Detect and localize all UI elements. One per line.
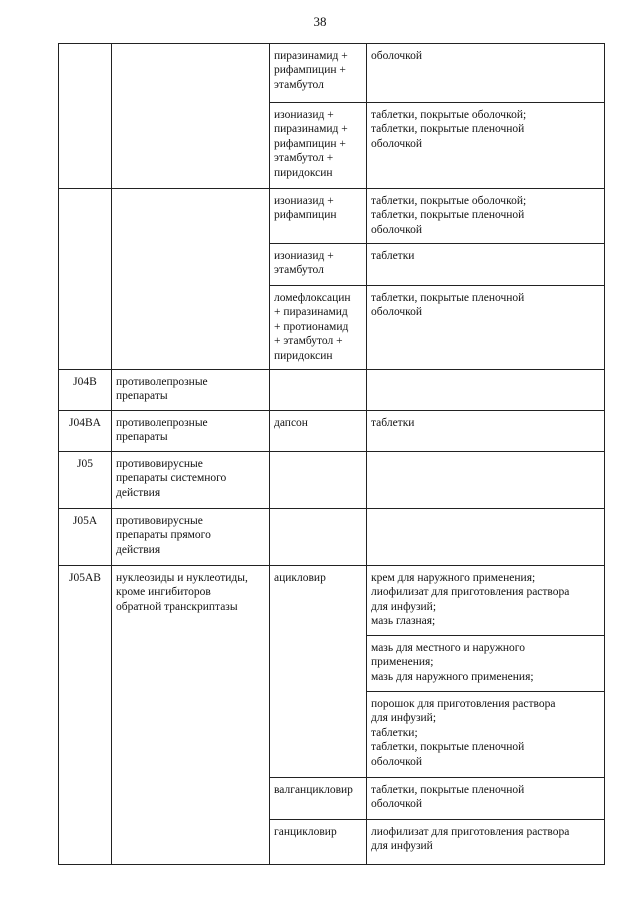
table-row bbox=[59, 189, 605, 244]
table-row bbox=[59, 44, 605, 103]
dosage-form-cell: таблетки, покрытые оболочкой; таблетки, покрытые пленочной оболочкой bbox=[367, 103, 605, 189]
atc-code-cell: J04BA bbox=[59, 411, 112, 452]
atc-code-cell bbox=[59, 44, 112, 189]
drug-name-cell: валганцикловир bbox=[270, 778, 367, 820]
dosage-form-cell: мазь для местного и наружного применения; мазь для наружного применения; bbox=[367, 636, 605, 692]
group-name-cell bbox=[112, 44, 270, 189]
group-name-cell: противовирусные препараты прямого действия bbox=[112, 509, 270, 566]
dosage-form-cell bbox=[367, 452, 605, 509]
dosage-form-cell: порошок для приготовления раствора для инфузий; таблетки; таблетки, покрытые пленочной оболочкой bbox=[367, 692, 605, 778]
table-row bbox=[59, 566, 605, 636]
group-name-cell: противолепрозные препараты bbox=[112, 411, 270, 452]
drug-name-cell bbox=[270, 370, 367, 411]
drug-name-cell: изониазид + этамбутол bbox=[270, 244, 367, 286]
drug-name-cell: ганцикловир bbox=[270, 820, 367, 865]
atc-code-cell: J05 bbox=[59, 452, 112, 509]
drug-name-cell: пиразинамид + рифампицин + этамбутол bbox=[270, 44, 367, 103]
table-row bbox=[59, 452, 605, 509]
group-name-cell: противолепрозные препараты bbox=[112, 370, 270, 411]
drug-name-cell: изониазид + рифампицин bbox=[270, 189, 367, 244]
drug-name-cell: изониазид + пиразинамид + рифампицин + этамбутол + пиридоксин bbox=[270, 103, 367, 189]
medicines-table bbox=[58, 43, 605, 865]
dosage-form-cell: таблетки, покрытые пленочной оболочкой bbox=[367, 286, 605, 370]
atc-code-cell: J05AB bbox=[59, 566, 112, 865]
group-name-cell bbox=[112, 189, 270, 370]
dosage-form-cell: таблетки, покрытые оболочкой; таблетки, покрытые пленочной оболочкой bbox=[367, 189, 605, 244]
dosage-form-cell bbox=[367, 509, 605, 566]
drug-name-cell: дапсон bbox=[270, 411, 367, 452]
group-name-cell: нуклеозиды и нуклеотиды, кроме ингибиторов обратной транскриптазы bbox=[112, 566, 270, 865]
dosage-form-cell: лиофилизат для приготовления раствора для инфузий bbox=[367, 820, 605, 865]
dosage-form-cell: крем для наружного применения; лиофилизат для приготовления раствора для инфузий; мазь глазная; bbox=[367, 566, 605, 636]
dosage-form-cell: таблетки bbox=[367, 411, 605, 452]
drug-name-cell: ломефлоксацин + пиразинамид + протионамид + этамбутол + пиридоксин bbox=[270, 286, 367, 370]
atc-code-cell bbox=[59, 189, 112, 370]
page-number: 38 bbox=[313, 14, 327, 29]
group-name-cell: противовирусные препараты системного действия bbox=[112, 452, 270, 509]
atc-code-cell: J04B bbox=[59, 370, 112, 411]
atc-code-cell: J05A bbox=[59, 509, 112, 566]
table-row bbox=[59, 509, 605, 566]
table-row bbox=[59, 411, 605, 452]
drug-name-cell: ацикловир bbox=[270, 566, 367, 778]
drug-name-cell bbox=[270, 509, 367, 566]
dosage-form-cell: таблетки bbox=[367, 244, 605, 286]
dosage-form-cell: таблетки, покрытые пленочной оболочкой bbox=[367, 778, 605, 820]
dosage-form-cell bbox=[367, 370, 605, 411]
table-row bbox=[59, 370, 605, 411]
dosage-form-cell: оболочкой bbox=[367, 44, 605, 103]
drug-name-cell bbox=[270, 452, 367, 509]
